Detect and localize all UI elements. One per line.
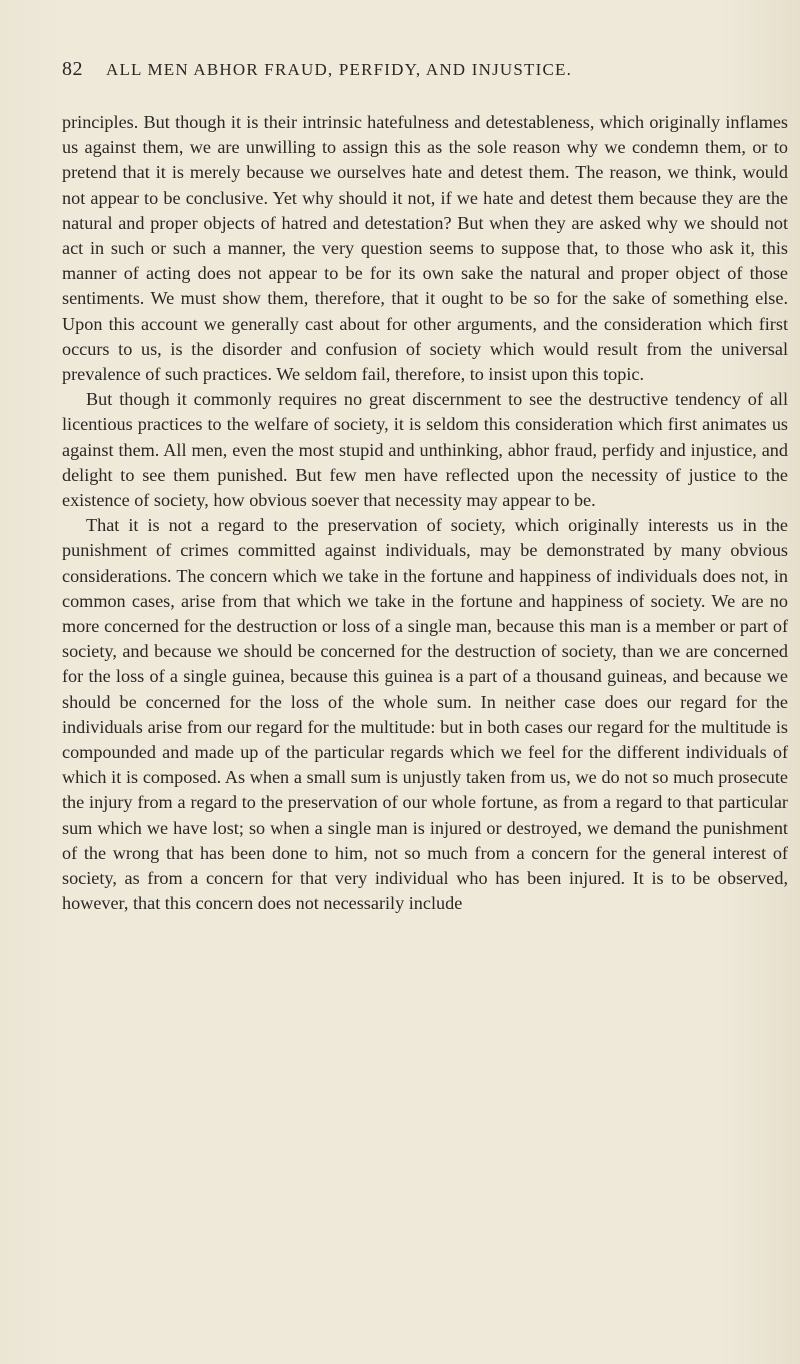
paragraph-1: principles. But though it is their intrinsic hatefulness and detestableness, which originally inflames us against them, we are unwilling to assign this as the sole reason why we condemn them, or to pretend that it is merely because we ourselves hate and detest them. The reason, we think, would not appear to be conclusive. Yet why should it not, if we hate and detest them because they are the natural and proper objects of hatred and detestation? But when they are asked why we should not act in such or such a manner, the very question seems to suppose that, to those who ask it, this manner of acting does not appear to be for its own sake the natural and proper object of those sentiments. We must show them, therefore, that it ought to be so for the sake of something else. Upon this account we generally cast about for other arguments, and the consideration which first occurs to us, is the disorder and confusion of society which would result from the universal prevalence of such practices. We seldom fail, therefore, to insist upon this topic. — [62, 112, 788, 385]
body-text — [62, 110, 788, 917]
paragraph-2: But though it commonly requires no great discernment to see the destructive tendency of all licentious practices to the welfare of society, it is seldom this consideration which first animates us against them. All men, even the most stupid and unthinking, abhor fraud, perfidy and injustice, and delight to see them punished. But few men have reflected upon the necessity of justice to the existence of society, how obvious soever that necessity may appear to be. — [62, 389, 788, 511]
running-head: ALL MEN ABHOR FRAUD, PERFIDY, AND INJUSTICE. — [106, 60, 573, 79]
page-number: 82 — [62, 58, 83, 80]
paragraph-3: That it is not a regard to the preservation of society, which originally interests us in the punishment of crimes committed against individuals, may be demonstrated by many obvious considerations. The concern which we take in the fortune and happiness of individuals does not, in common cases, arise from that which we take in the fortune and happiness of society. We are no more concerned for the destruction or loss of a single man, because this man is a member or part of society, and because we should be concerned for the destruction of society, than we are concerned for the loss of a single guinea, because this guinea is a part of a thousand guineas, and because we should be concerned for the loss of the whole sum. In neither case does our regard for the individuals arise from our regard for the multitude: but in both cases our regard for the multitude is compounded and made up of the particular regards which we feel for the different individuals of which it is composed. As when a small sum is unjustly taken from us, we do not so much prosecute the injury from a regard to the preservation of our whole fortune, as from a regard to that particular sum which we have lost; so when a single man is injured or destroyed, we demand the punishment of the wrong that has been done to him, not so much from a concern for the general interest of society, as from a concern for that very individual who has been injured. It is to be observed, however, that this concern does not necessarily include — [62, 515, 788, 914]
page-header — [62, 58, 752, 88]
